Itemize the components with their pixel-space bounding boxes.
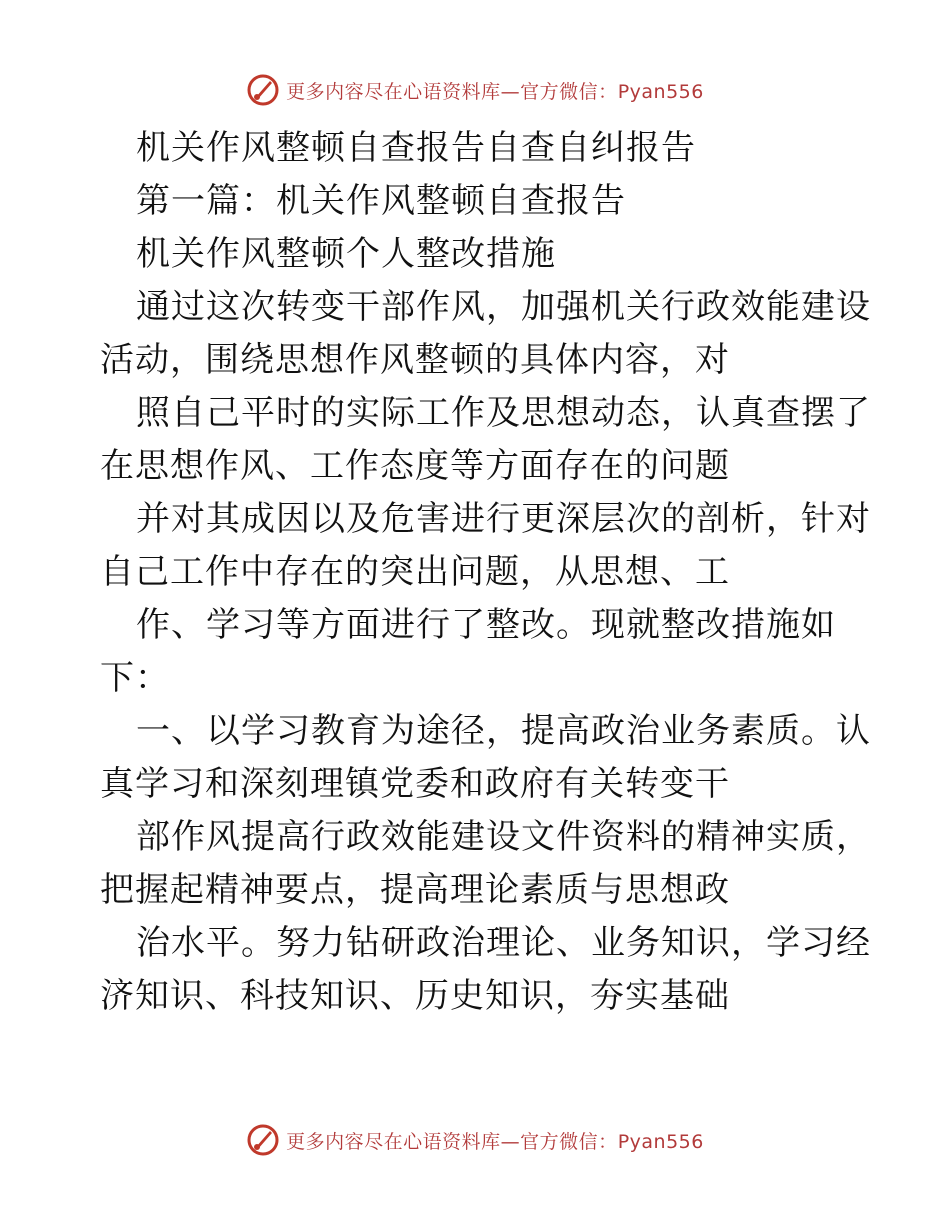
paragraph-line: 并对其成因以及危害进行更深层次的剖析，针对 (136, 499, 871, 539)
paragraph-line: 下： (100, 658, 170, 698)
watermark-footer (0, 1120, 950, 1160)
paragraph-line: 照自己平时的实际工作及思想动态，认真查摆了 (136, 393, 871, 433)
paragraph-line: 活动，围绕思想作风整顿的具体内容，对 (100, 340, 730, 380)
paragraph-line: 把握起精神要点，提高理论素质与思想政 (100, 870, 730, 910)
paragraph-line: 在思想作风、工作态度等方面存在的问题 (100, 446, 730, 486)
watermark-header (0, 70, 950, 110)
paragraph-line: 真学习和深刻理镇党委和政府有关转变干 (100, 764, 730, 804)
paragraph-line: 济知识、科技知识、历史知识，夯实基础 (100, 976, 730, 1016)
paragraph-line: 自己工作中存在的突出问题，从思想、工 (100, 552, 730, 592)
paragraph-line: 通过这次转变干部作风，加强机关行政效能建设 (136, 287, 871, 327)
subsection-heading: 机关作风整顿个人整改措施 (136, 234, 556, 274)
paragraph-line: 作、学习等方面进行了整改。现就整改措施如 (136, 605, 836, 645)
section-heading: 第一篇：机关作风整顿自查报告 (136, 181, 626, 221)
paragraph-line: 治水平。努力钻研政治理论、业务知识，学习经 (136, 923, 871, 963)
watermark-text: 更多内容尽在心语资料库—官方微信：Pyan556 (286, 80, 704, 103)
document-title: 机关作风整顿自查报告自查自纠报告 (136, 128, 696, 168)
brand-logo-icon (246, 1123, 280, 1157)
document-body (100, 122, 871, 1023)
brand-logo-icon (246, 73, 280, 107)
paragraph-line: 一、以学习教育为途径，提高政治业务素质。认 (136, 711, 871, 751)
watermark-text: 更多内容尽在心语资料库—官方微信：Pyan556 (286, 1130, 704, 1153)
paragraph-line: 部作风提高行政效能建设文件资料的精神实质， (136, 817, 871, 857)
